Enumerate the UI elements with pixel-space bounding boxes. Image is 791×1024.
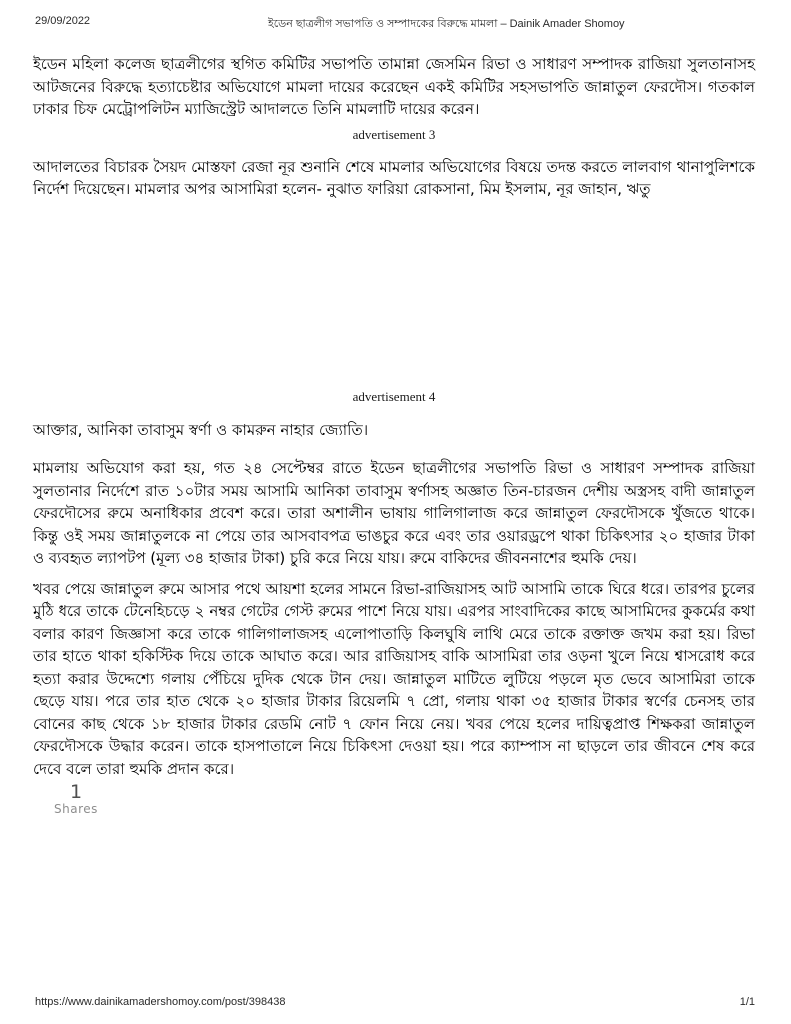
print-header — [35, 15, 756, 31]
share-count-label: Shares — [54, 802, 98, 816]
print-date: 29/09/2022 — [35, 15, 91, 27]
article-paragraph-continuation: আক্তার, আনিকা তাবাসুম স্বর্ণা ও কামরুন নাহার জ্যোতি। — [33, 420, 369, 439]
article-paragraph-attack: খবর পেয়ে জান্নাতুল রুমে আসার পথে আয়শা হলের সামনে রিভা-রাজিয়াসহ আট আসামি তাকে ঘিরে ধরে। তারপর চুলের মুঠি ধরে তাকে টেনেহিচড়ে ২ নম্বর গেটের গেস্ট রুমের পাশে নিয়ে যায়। এরপর সাংবাদিকের কাছে আসামিদের কুকর্মের কথা বলার কারণ জিজ্ঞাসা করে তাকে গালিগালাজসহ এলোপাতাড়ি কিলঘুষি লাথি মেরে তাকে রক্তাক্ত জখম করা হয়। রিভা তার হাতে থাকা হকিস্টিক দিয়ে তাকে আঘাত করে। আর রাজিয়াসহ বাকি আসামিরা তার ওড়না খুলে নিয়ে শ্বাসরোধ করে হত্যা করার উদ্দেশ্যে গলায় পেঁচিয়ে দুদিক থেকে টান দেয়। জান্নাতুল মাটিতে লুটিয়ে পড়লে মৃত ভেবে আসামিরা তাকে ছেড়ে যায়। পরে তার হাত থেকে ২০ হাজার টাকার রিয়েলমি ৭ প্রো, গলায় থাকা ৩৫ হাজার টাকার স্বর্ণের চেনসহ তার বোনের কাছ থেকে ১৮ হাজার টাকার রেডমি নোট ৭ ফোন নিয়ে নেয়। খবর পেয়ে হলের দায়িত্বপ্রাপ্ত শিক্ষকরা জান্নাতুল ফেরদৌসকে উদ্ধার করেন। তাকে হাসপাতালে নিয়ে চিকিৎসা দেওয়া হয়। পরে ক্যাম্পাস না ছাড়লে তার জীবনে শেষ করে দেবে বলে তারা হুমকি প্রদান করে। — [33, 579, 755, 778]
advertisement-label-4: advertisement 4 — [352, 388, 436, 404]
article-paragraph-intro: ইডেন মহিলা কলেজ ছাত্রলীগের স্থগিত কমিটির সভাপতি তামান্না জেসমিন রিভা ও সাধারণ সম্পাদক রাজিয়া সুলতানাসহ আটজনের বিরুদ্ধে হত্যাচেষ্টার অভিযোগে মামলা দায়ের করেছেন একই কমিটির সহসভাপতি জান্নাতুল ফেরদৌস। গতকাল ঢাকার চিফ মেট্রোপলিটন ম্যাজিস্ট্রেট আদালতে তিনি মামলাটি দায়ের করেন। — [33, 55, 755, 118]
source-url: https://www.dainikamadershomoy.com/post/398438 — [35, 996, 286, 1008]
advertisement-label-3: advertisement 3 — [352, 126, 436, 142]
article-paragraph-allegation: মামলায় অভিযোগ করা হয়, গত ২৪ সেপ্টেম্বর রাতে ইডেন ছাত্রলীগের সভাপতি রিভা ও সাধারণ সম্পাদক রাজিয়া সুলতানার নির্দেশে রাত ১০টার সময় আসামি আনিকা তাবাসুম স্বর্ণাসহ অজ্ঞাত তিন-চারজন দেশীয় অস্ত্রসহ বাদী জান্নাতুল ফেরদৌসের রুমে অনাধিকার প্রবেশ করে। তারা অশালীন ভাষায় গালিগালাজ করে জান্নাতুল ফেরদৌসকে খুঁজতে থাকে। কিন্তু ওই সময় জান্নাতুলকে না পেয়ে তার আসবাবপত্র ভাঙচুর করে এবং তার ওয়ারড্রপে থাকা চিকিৎসার ২০ হাজার টাকা ও ব্যবহৃত ল্যাপটপ (মূল্য ৩৪ হাজার টাকা) চুরি করে নিয়ে যায়। রুমে বাকিদের জীবননাশের হুমকি দেয়। — [33, 459, 755, 567]
print-footer — [35, 996, 755, 1008]
page-number-indicator: 1/1 — [739, 996, 755, 1008]
page-title: ইডেন ছাত্রলীগ সভাপতি ও সম্পাদকের বিরুদ্ধে মামলা – Dainik Amader Shomoy — [268, 18, 625, 30]
share-count-value: 1 — [69, 781, 83, 803]
article-paragraph-court-order: আদালতের বিচারক সৈয়দ মোস্তফা রেজা নূর শুনানি শেষে মামলার অভিযোগের বিষয়ে তদন্ত করতে লালবাগ থানাপুলিশকে নির্দেশ দিয়েছেন। মামলার অপর আসামিরা হলেন- নুঝাত ফারিয়া রোকসানা, মিম ইসলাম, নূর জাহান, ঋতু — [33, 157, 755, 198]
article-body — [33, 46, 755, 816]
share-count-widget — [53, 782, 99, 816]
advertisement-empty-slot — [33, 201, 755, 373]
